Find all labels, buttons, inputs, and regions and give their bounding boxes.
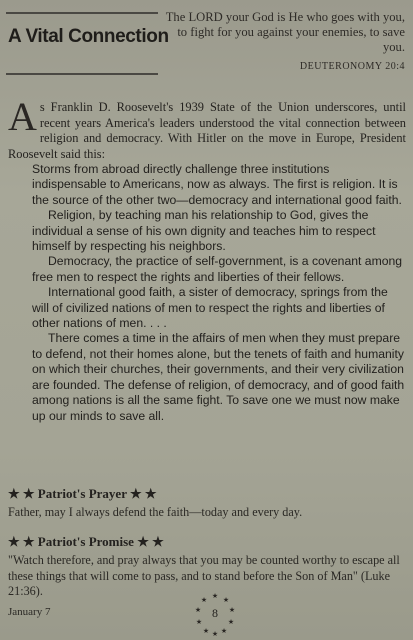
promise-heading: ★ ★ Patriot's Promise ★ ★ <box>8 534 164 549</box>
footer-date: January 7 <box>8 606 51 618</box>
title-rule-top <box>6 12 158 14</box>
intro-text: s Franklin D. Roosevelt's 1939 State of the Union underscores, until recent years America's leaders understood the vital connection between religion and democracy. With Hitler on the move in Europe, President Roosevelt said this: <box>8 100 406 161</box>
svg-text:★: ★ <box>202 627 210 635</box>
prayer-text: Father, may I always defend the faith—today and every day. <box>8 505 303 519</box>
drop-cap: A <box>8 94 37 139</box>
page-title: A Vital Connection <box>8 26 169 47</box>
quote-paragraph: International good faith, a sister of democracy, springs from the will of civilized nations of men to respect the rights and liberties of other nations of men. . . . <box>32 285 388 331</box>
svg-text:★: ★ <box>220 627 228 635</box>
svg-text:★: ★ <box>211 630 219 638</box>
epigraph-verse <box>165 10 405 74</box>
promise-text: "Watch therefore, and pray always that you may be counted worthy to escape all these things that will come to pass, and to stand before the Son of Man" (Luke 21:36). <box>8 553 400 598</box>
svg-text:★: ★ <box>222 596 230 604</box>
svg-text:★: ★ <box>200 596 208 604</box>
verse-source: DEUTERONOMY 20:4 <box>299 61 405 72</box>
quote-paragraph: Religion, by teaching man his relationship to God, gives the individual a sense of his own dignity and teaches him to respect himself by respecting his neighbors. <box>32 208 376 254</box>
svg-text:★: ★ <box>227 618 235 626</box>
intro-paragraph <box>8 94 406 162</box>
quote-paragraph: Democracy, the practice of self-government, is a covenant among free men to respect the rights and liberties of their fellows. <box>32 254 403 284</box>
page-number: 8 <box>212 606 218 620</box>
svg-text:★: ★ <box>228 606 236 614</box>
article-body <box>8 94 406 424</box>
quote-paragraph: There comes a time in the affairs of men when they must prepare to defend, not their homes alone, but the tenets of faith and humanity on which their churches, their governments, and their very civilization are founded. The defense of religion, of democracy, and of good faith among nations is all the same fight. To save one we must now make up our minds to save all. <box>32 331 405 423</box>
roosevelt-quote <box>32 162 406 424</box>
prayer-heading: ★ ★ Patriot's Prayer ★ ★ <box>8 486 157 501</box>
svg-text:★: ★ <box>194 606 202 614</box>
quote-paragraph: Storms from abroad directly challenge three institutions indispensable to Americans, now as always. The first is religion. It is the source of the other two—democracy and international good faith. <box>32 162 402 207</box>
svg-text:★: ★ <box>211 592 219 600</box>
page-number-badge <box>192 592 238 638</box>
svg-text:★: ★ <box>195 618 203 626</box>
verse-text: The LORD your God is He who goes with you, to fight for you against your enemies, to save you. <box>165 10 405 54</box>
title-rule-bottom <box>6 73 158 75</box>
